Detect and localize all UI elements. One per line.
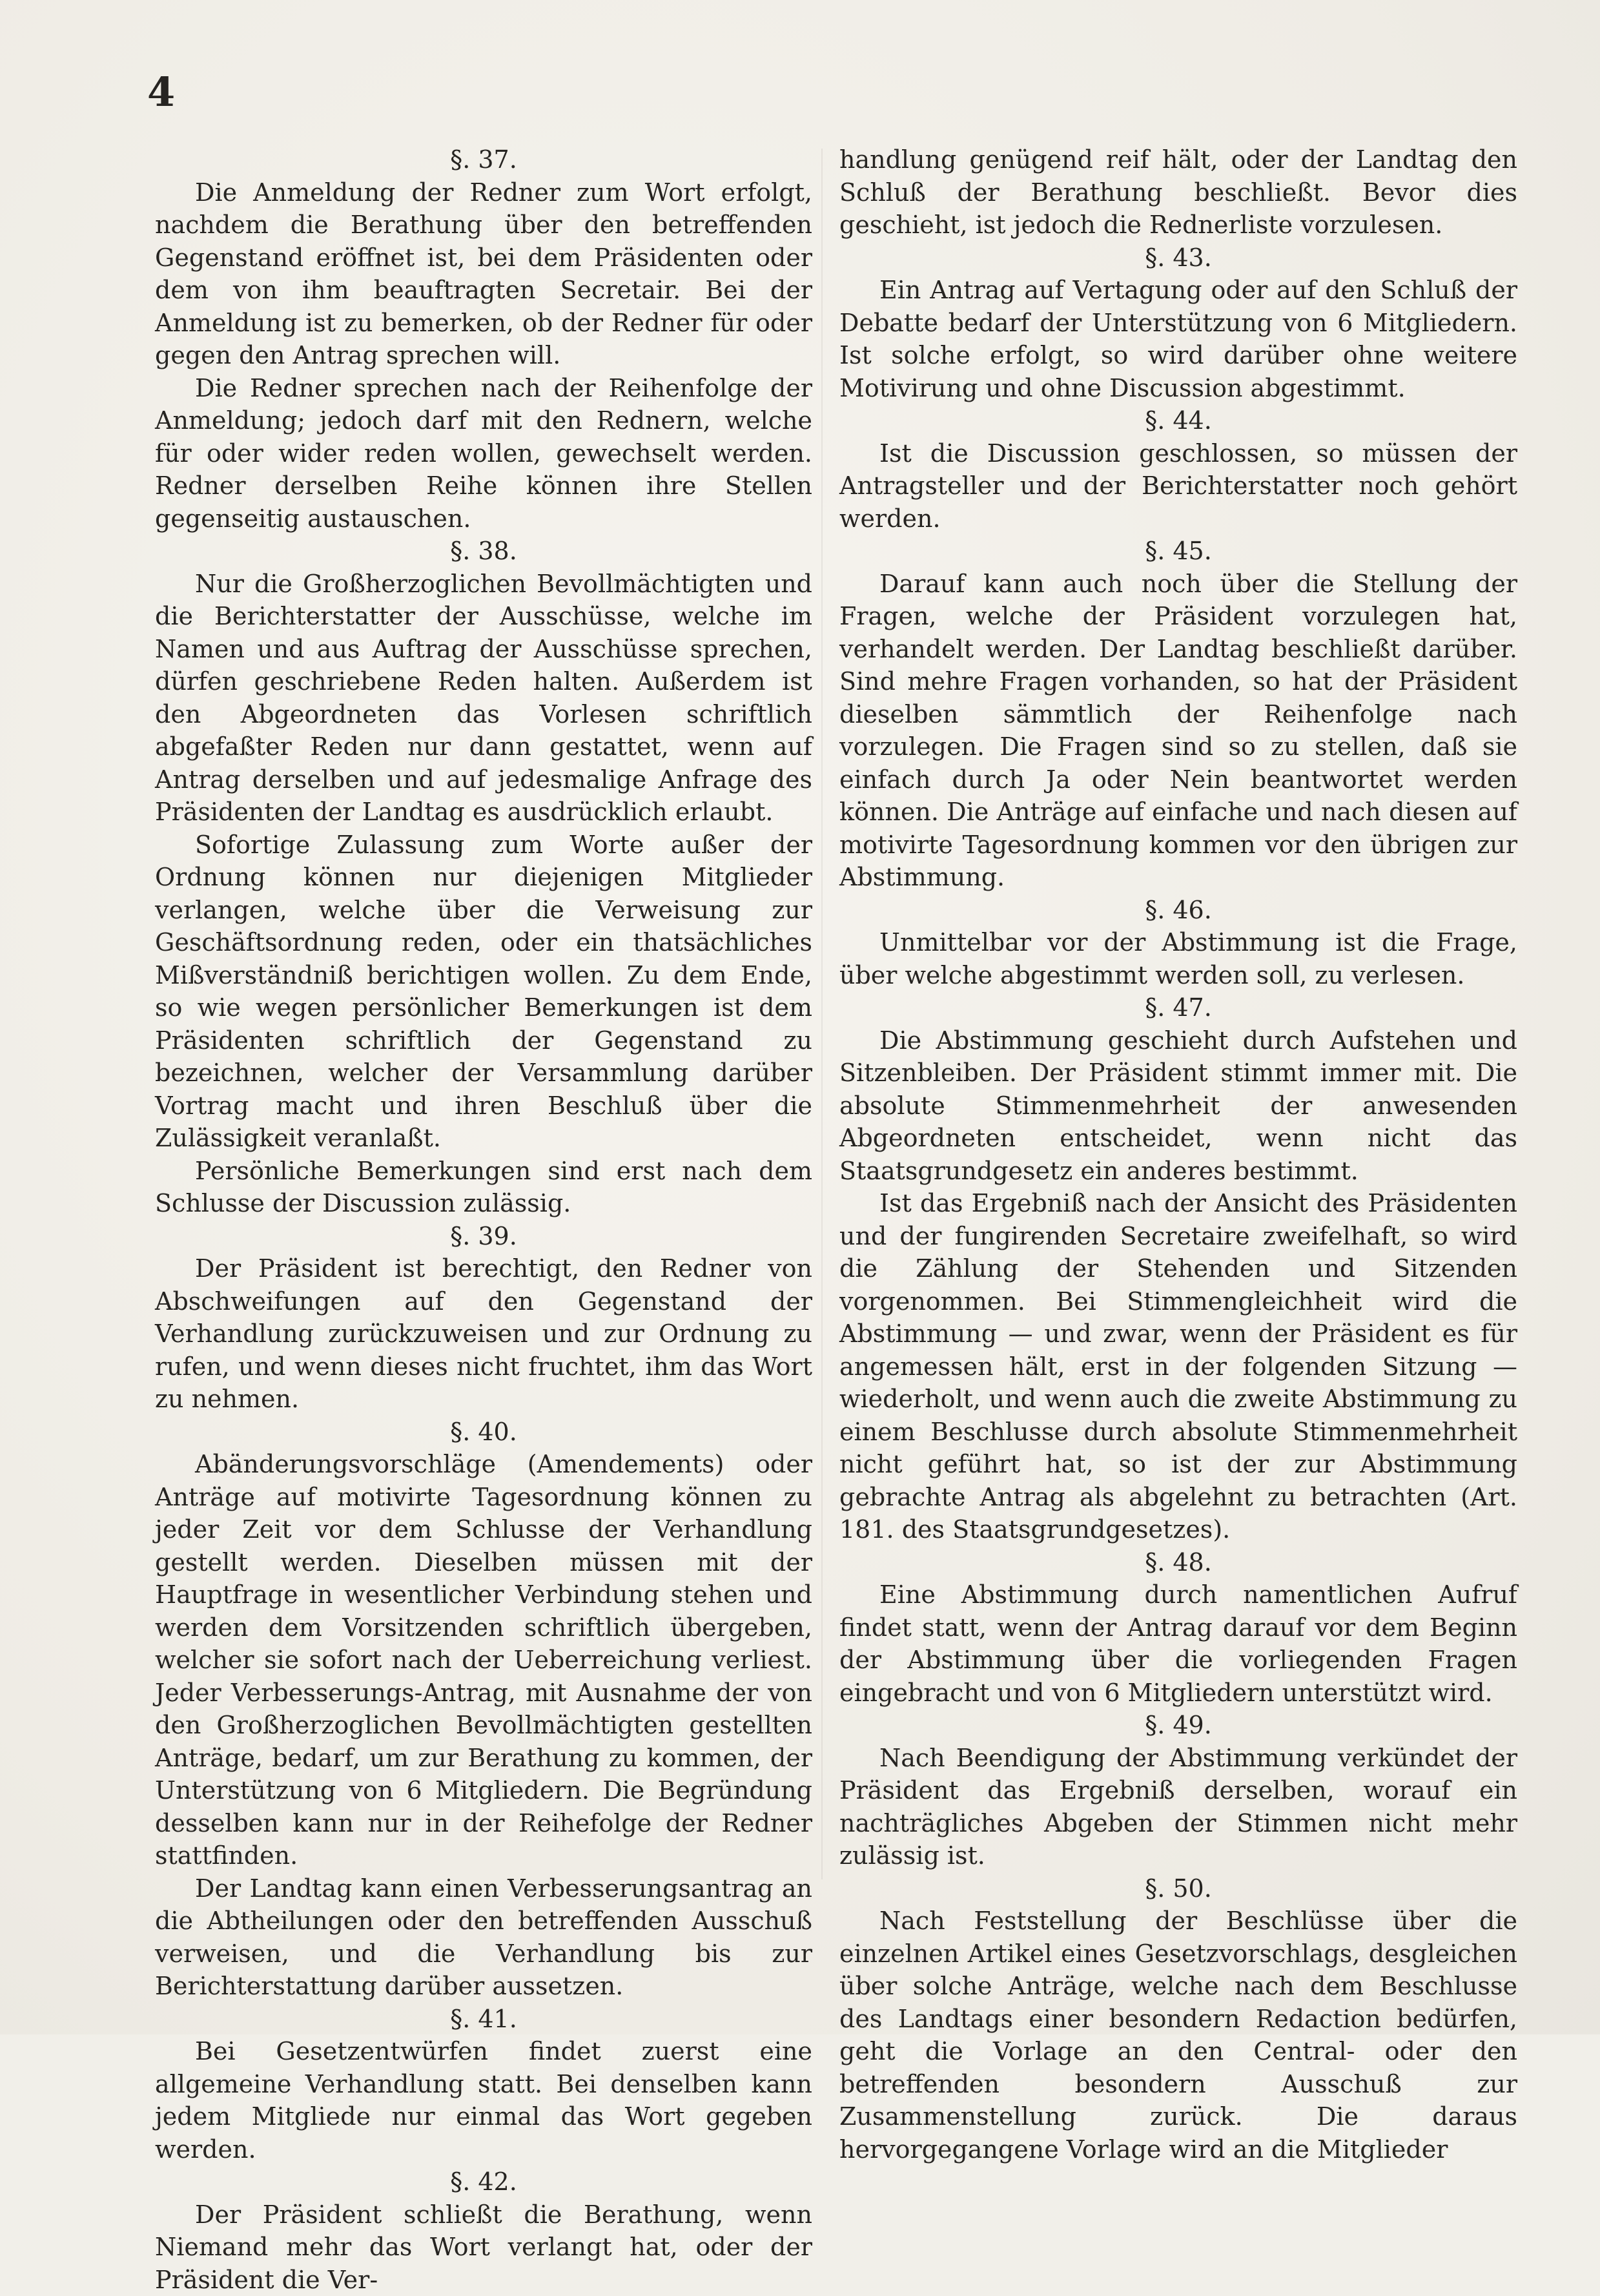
paragraph: Bei Gesetzentwürfen findet zuerst eine allgemeine Verhandlung statt. Bei denselben kann jedem Mitgliede nur einmal das Wort gegeben werden. [155, 2035, 812, 2166]
left-column [155, 143, 812, 2296]
paragraph: Der Landtag kann einen Verbesserungsantrag an die Abtheilungen oder den betreffenden Ausschuß verweisen, und die Verhandlung bis zur Berichterstattung darüber aussetzen. [155, 1872, 812, 2003]
paragraph: Ein Antrag auf Vertagung oder auf den Schluß der Debatte bedarf der Unterstützung von 6 Mitgliedern. Ist solche erfolgt, so wird darüber ohne weitere Motivirung und ohne Discussion abgestimmt. [839, 274, 1517, 404]
paragraph: Darauf kann auch noch über die Stellung der Fragen, welche der Präsident vorzulegen hat, verhandelt werden. Der Landtag beschließt darüber. Sind mehre Fragen vorhanden, so hat der Präsident dieselben sämmtlich der Reihenfolge nach vorzulegen. Die Fragen sind so zu stellen, daß sie einfach durch Ja oder Nein beantwortet werden können. Die Anträge auf einfache und nach diesen auf motivirte Tagesordnung kommen vor den übrigen zur Abstimmung. [839, 568, 1517, 894]
right-column [839, 143, 1517, 2166]
section-heading-42: §. 42. [155, 2166, 812, 2198]
paragraph: Der Präsident schließt die Berathung, wenn Niemand mehr das Wort verlangt hat, oder der Präsident die Ver- [155, 2198, 812, 2296]
section-heading-50: §. 50. [839, 1872, 1517, 1905]
paragraph: Die Redner sprechen nach der Reihenfolge der Anmeldung; jedoch darf mit den Rednern, welche für oder wider reden wollen, gewechselt werden. Redner derselben Reihe können ihre Stellen gegenseitig austauschen. [155, 372, 812, 535]
section-heading-44: §. 44. [839, 404, 1517, 437]
section-heading-45: §. 45. [839, 535, 1517, 568]
section-heading-46: §. 46. [839, 894, 1517, 927]
paragraph: Die Anmeldung der Redner zum Wort erfolgt, nachdem die Berathung über den betreffenden Gegenstand eröffnet ist, bei dem Präsidenten oder dem von ihm beauftragten Secretair. Bei der Anmeldung ist zu bemerken, ob der Redner für oder gegen den Antrag sprechen will. [155, 176, 812, 372]
paragraph-continuation: handlung genügend reif hält, oder der Landtag den Schluß der Berathung beschließt. Bevor dies geschieht, ist jedoch die Rednerliste vorzulesen. [839, 143, 1517, 242]
paragraph: Abänderungsvorschläge (Amendements) oder Anträge auf motivirte Tagesordnung können zu jeder Zeit vor dem Schlusse der Verhandlung gestellt werden. Dieselben müssen mit der Hauptfrage in wesentlicher Verbindung stehen und werden dem Vorsitzenden schriftlich übergeben, welcher sie sofort nach der Ueberreichung verliest. Jeder Verbesserungs-Antrag, mit Ausnahme der von den Großherzoglichen Bevollmächtigten gestellten Anträge, bedarf, um zur Berathung zu kommen, der Unterstützung von 6 Mitgliedern. Die Begründung desselben kann nur in der Reihefolge der Redner stattfinden. [155, 1448, 812, 1872]
paragraph: Nach Feststellung der Beschlüsse über die einzelnen Artikel eines Gesetzvorschlags, desgleichen über solche Anträge, welche nach dem Beschlusse des Landtags einer besondern Redaction bedürfen, geht die Vorlage an den Central- oder den betreffenden besondern Ausschuß zur Zusammenstellung zurück. Die daraus hervorgegangene Vorlage wird an die Mitglieder [839, 1905, 1517, 2166]
paragraph: Eine Abstimmung durch namentlichen Aufruf findet statt, wenn der Antrag darauf vor dem Beginn der Abstimmung über die vorliegenden Fragen eingebracht und von 6 Mitgliedern unterstützt wird. [839, 1578, 1517, 1709]
paragraph: Ist die Discussion geschlossen, so müssen der Antragsteller und der Berichterstatter noch gehört werden. [839, 437, 1517, 535]
section-heading-47: §. 47. [839, 991, 1517, 1024]
section-heading-43: §. 43. [839, 242, 1517, 274]
section-heading-48: §. 48. [839, 1546, 1517, 1579]
paragraph: Ist das Ergebniß nach der Ansicht des Präsidenten und der fungirenden Secretaire zweifelhaft, so wird die Zählung der Stehenden und Sitzenden vorgenommen. Bei Stimmengleichheit wird die Abstimmung — und zwar, wenn der Präsident es für angemessen hält, erst in der folgenden Sitzung — wiederholt, und wenn auch die zweite Abstimmung zu einem Beschlusse durch absolute Stimmenmehrheit nicht geführt hat, so ist der zur Abstimmung gebrachte Antrag als abgelehnt zu betrachten (Art. 181. des Staatsgrundgesetzes). [839, 1187, 1517, 1546]
paragraph: Sofortige Zulassung zum Worte außer der Ordnung können nur diejenigen Mitglieder verlangen, welche über die Verweisung zur Geschäftsordnung reden, oder ein thatsächliches Mißverständniß berichtigen wollen. Zu dem Ende, so wie wegen persönlicher Bemerkungen ist dem Präsidenten schriftlich der Gegenstand zu bezeichnen, welcher der Versammlung darüber Vortrag macht und ihren Beschluß über die Zulässigkeit veranlaßt. [155, 829, 812, 1155]
paragraph: Nur die Großherzoglichen Bevollmächtigten und die Berichterstatter der Ausschüsse, welche im Namen und aus Auftrag der Ausschüsse sprechen, dürfen geschriebene Reden halten. Außerdem ist den Abgeordneten das Vorlesen schriftlich abgefaßter Reden nur dann gestattet, wenn auf Antrag derselben und auf jedesmalige Anfrage des Präsidenten der Landtag es ausdrücklich erlaubt. [155, 568, 812, 829]
paragraph: Die Abstimmung geschieht durch Aufstehen und Sitzenbleiben. Der Präsident stimmt immer mit. Die absolute Stimmenmehrheit der anwesenden Abgeordneten entscheidet, wenn nicht das Staatsgrundgesetz ein anderes bestimmt. [839, 1024, 1517, 1188]
section-heading-38: §. 38. [155, 535, 812, 568]
section-heading-40: §. 40. [155, 1416, 812, 1449]
section-heading-41: §. 41. [155, 2003, 812, 2036]
paragraph: Nach Beendigung der Abstimmung verkündet der Präsident das Ergebniß derselben, worauf ein nachträgliches Abgeben der Stimmen nicht mehr zulässig ist. [839, 1742, 1517, 1872]
section-heading-37: §. 37. [155, 143, 812, 176]
section-heading-49: §. 49. [839, 1709, 1517, 1742]
paragraph: Persönliche Bemerkungen sind erst nach dem Schlusse der Discussion zulässig. [155, 1155, 812, 1220]
page-number: 4 [147, 72, 175, 112]
section-heading-39: §. 39. [155, 1220, 812, 1253]
paragraph: Unmittelbar vor der Abstimmung ist die Frage, über welche abgestimmt werden soll, zu verlesen. [839, 926, 1517, 991]
paragraph: Der Präsident ist berechtigt, den Redner von Abschweifungen auf den Gegenstand der Verhandlung zurückzuweisen und zur Ordnung zu rufen, und wenn dieses nicht fruchtet, ihm das Wort zu nehmen. [155, 1252, 812, 1416]
column-divider [821, 149, 823, 1879]
